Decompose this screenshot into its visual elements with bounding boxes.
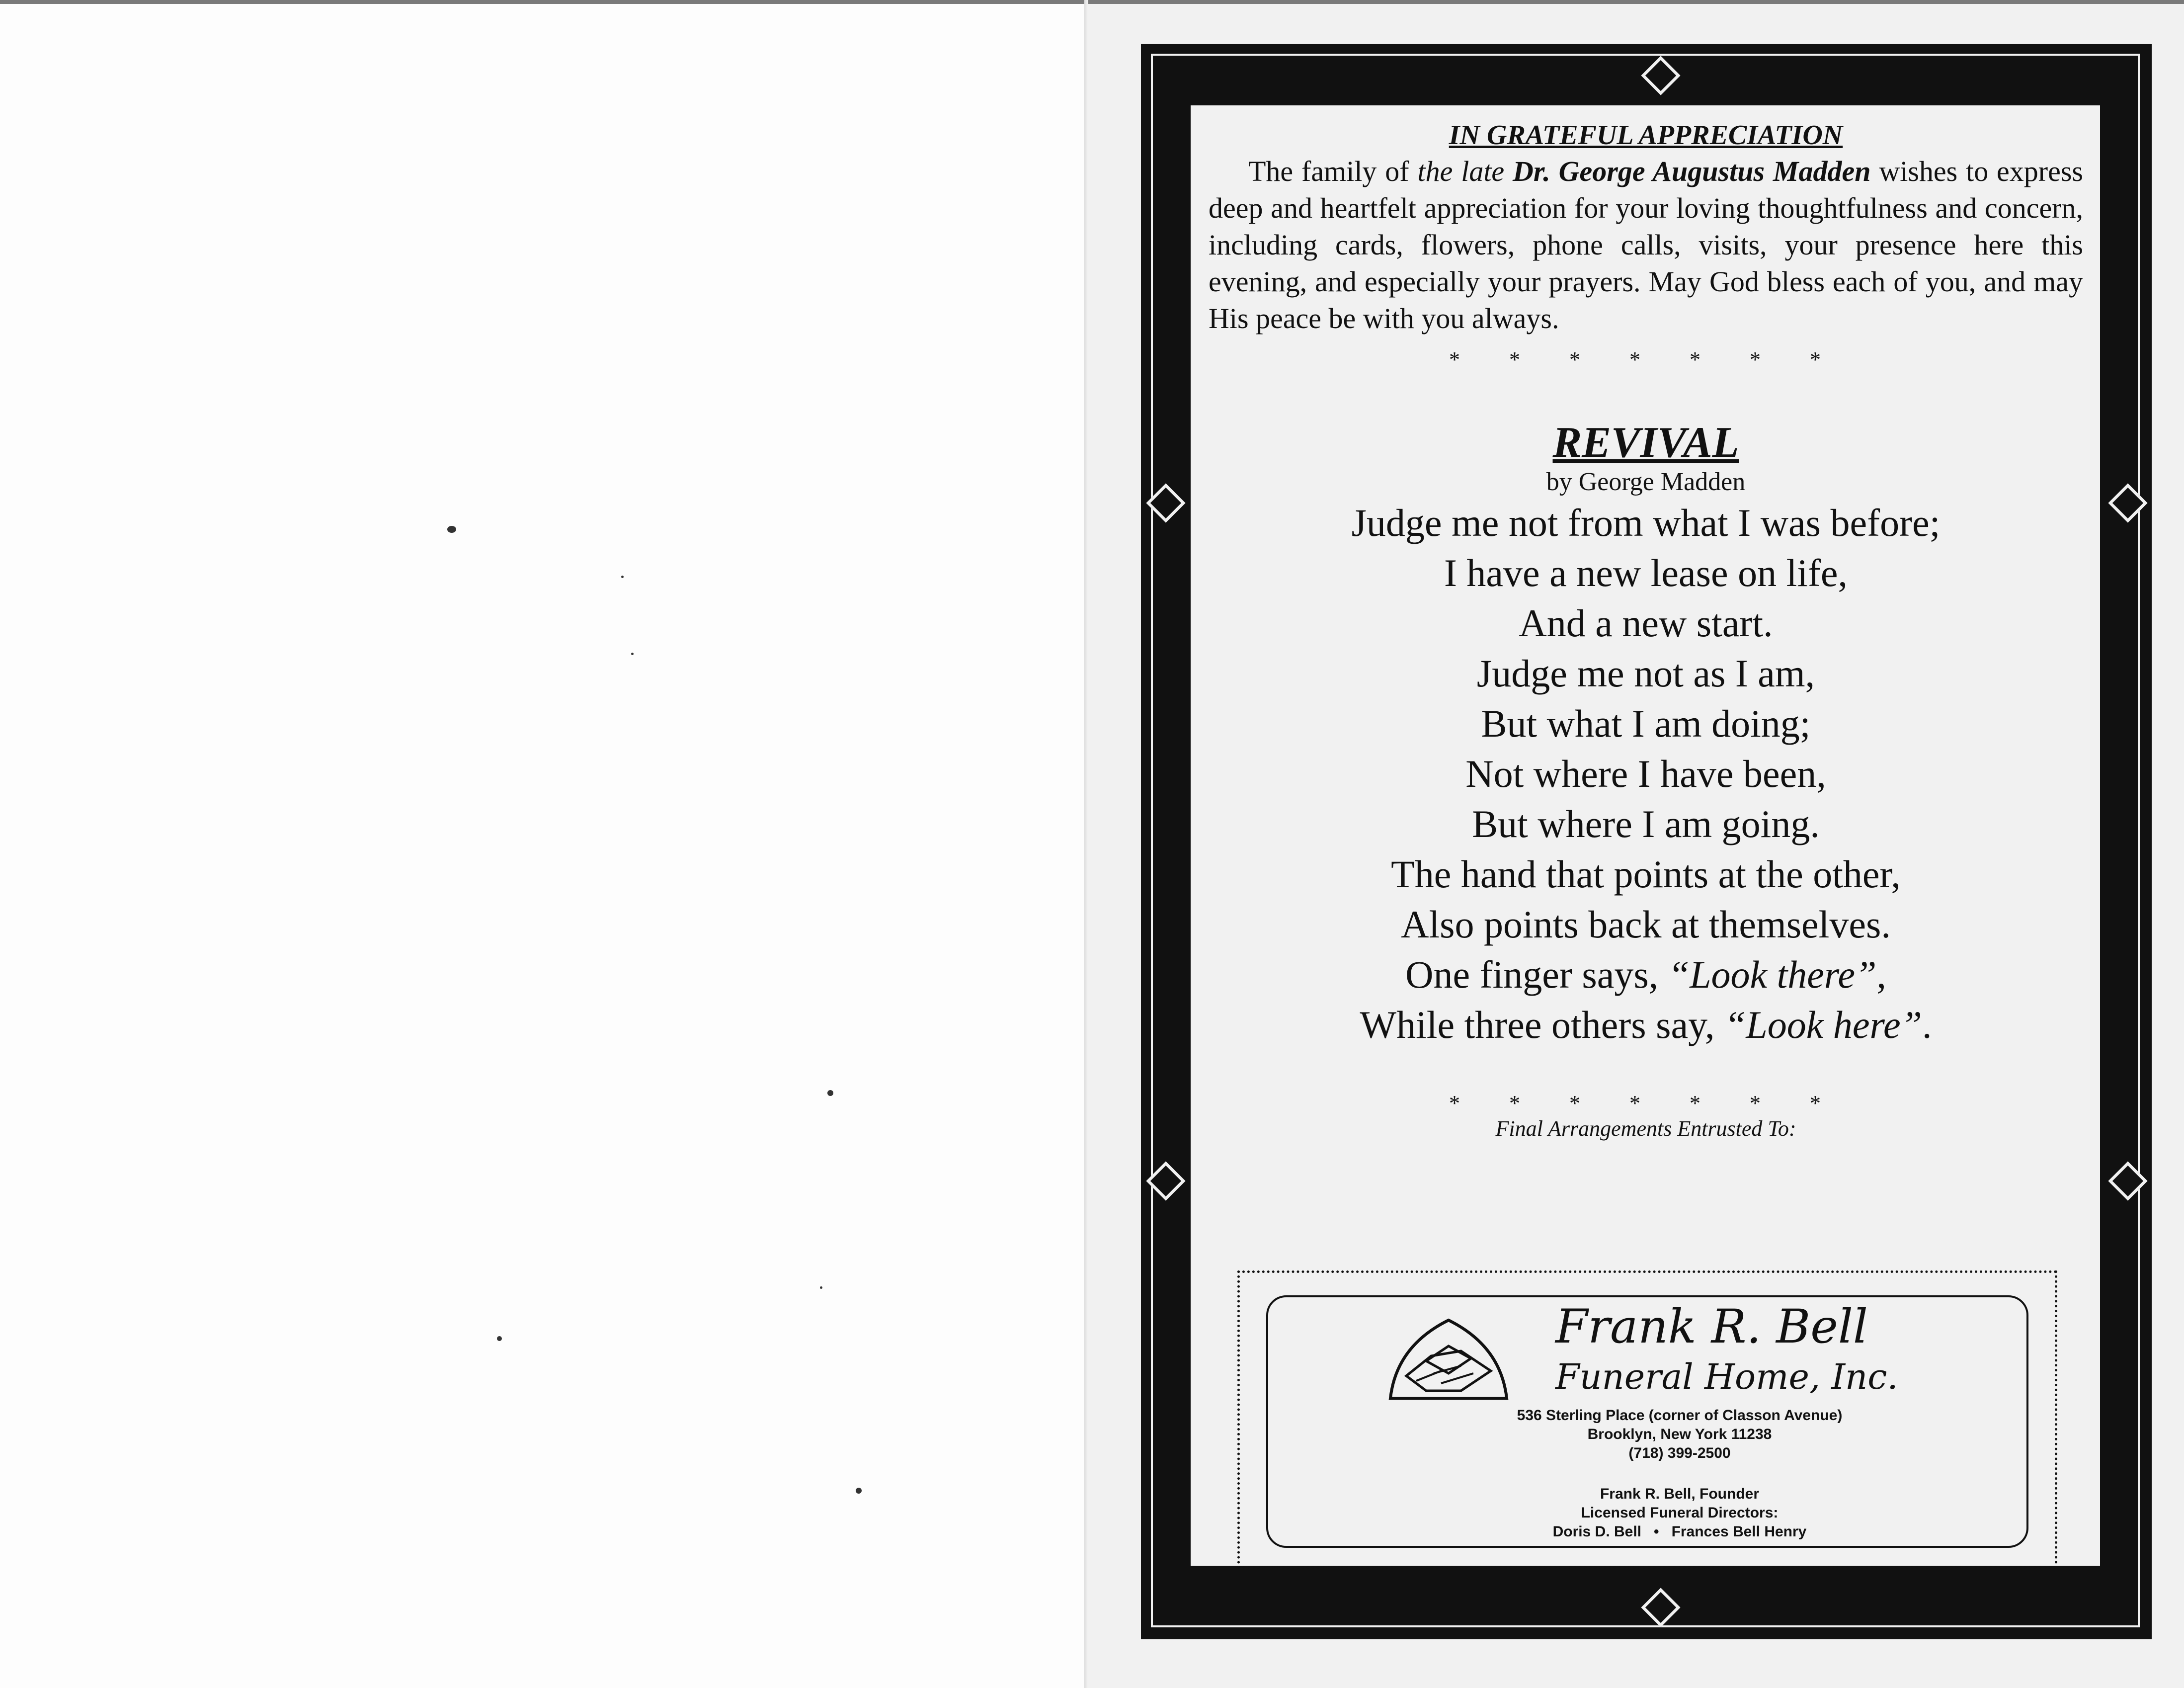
poem-punct: , — [1876, 953, 1886, 996]
bullet-icon: • — [1654, 1523, 1659, 1540]
poem-line — [1209, 949, 2083, 1000]
poem-line: Judge me not from what I was before; — [1351, 501, 1941, 544]
page-content — [1209, 119, 2083, 1142]
appreciation-heading: IN GRATEFUL APPRECIATION — [1449, 120, 1843, 151]
poem-punct: . — [1922, 1003, 1932, 1046]
poem-line-text: One finger says, — [1405, 953, 1668, 996]
poem-line: Judge me not as I am, — [1476, 652, 1815, 695]
paper-speck — [447, 526, 456, 533]
director-name: Frances Bell Henry — [1671, 1523, 1807, 1540]
poem-quote: “Look there” — [1668, 953, 1877, 996]
poem-body — [1209, 498, 2083, 1050]
appreciation-text-body: wishes to express deep and heartfelt appreciation for your loving thoughtfulness and concern, including cards, flowers, phone calls, visits, your presence here this evening, and especially your prayers. May God bless each of you, and may His peace be with you always. — [1209, 155, 2083, 335]
paper-speck — [631, 653, 634, 655]
the-late-text: the late — [1417, 155, 1513, 187]
poem-line-text: While three others say, — [1360, 1003, 1725, 1046]
paper-speck — [497, 1336, 502, 1341]
funeral-directors-label: Licensed Funeral Directors: — [1581, 1505, 1779, 1521]
funeral-home-logo-icon — [1386, 1316, 1511, 1401]
page-fold — [1084, 0, 1088, 1688]
poem-line: The hand that points at the other, — [1391, 852, 1901, 896]
director-name: Doris D. Bell — [1552, 1523, 1642, 1540]
funeral-directors — [1391, 1523, 1968, 1541]
appreciation-text-start: The family of — [1248, 155, 1418, 187]
final-arrangements-label: Final Arrangements Entrusted To: — [1495, 1116, 1796, 1141]
blank-left-page — [0, 4, 1084, 1688]
funeral-home-address: 536 Sterling Place (corner of Classon Avenue) — [1517, 1407, 1843, 1424]
appreciation-paragraph — [1209, 153, 2083, 337]
funeral-home-subname: Funeral Home, Inc. — [1555, 1356, 1898, 1397]
funeral-home-name: Frank R. Bell — [1555, 1300, 1868, 1354]
paper-speck — [621, 576, 624, 578]
funeral-home-phone: (718) 399-2500 — [1628, 1445, 1731, 1461]
paper-speck — [827, 1090, 833, 1096]
poem-line — [1209, 1000, 2083, 1050]
poem-byline: by George Madden — [1546, 468, 1746, 496]
poem-line: And a new start. — [1519, 601, 1773, 645]
paper-speck — [856, 1488, 862, 1494]
funeral-home-city: Brooklyn, New York 11238 — [1587, 1426, 1772, 1442]
star-separator: * * * * * * * — [1449, 1091, 1843, 1115]
poem-line: Not where I have been, — [1465, 752, 1826, 795]
poem-line: But what I am doing; — [1481, 702, 1811, 745]
poem-line: I have a new lease on life, — [1444, 551, 1848, 594]
paper-speck — [820, 1286, 822, 1289]
poem-line: Also points back at themselves. — [1401, 903, 1891, 946]
funeral-home-founder: Frank R. Bell, Founder — [1600, 1486, 1760, 1502]
star-separator: * * * * * * * — [1449, 347, 1843, 372]
poem-line: But where I am going. — [1472, 802, 1820, 845]
poem-quote: “Look here” — [1724, 1003, 1922, 1046]
deceased-name: Dr. George Augustus Madden — [1513, 155, 1871, 187]
top-edge — [0, 0, 2184, 4]
poem-title: REVIVAL — [1552, 419, 1739, 467]
